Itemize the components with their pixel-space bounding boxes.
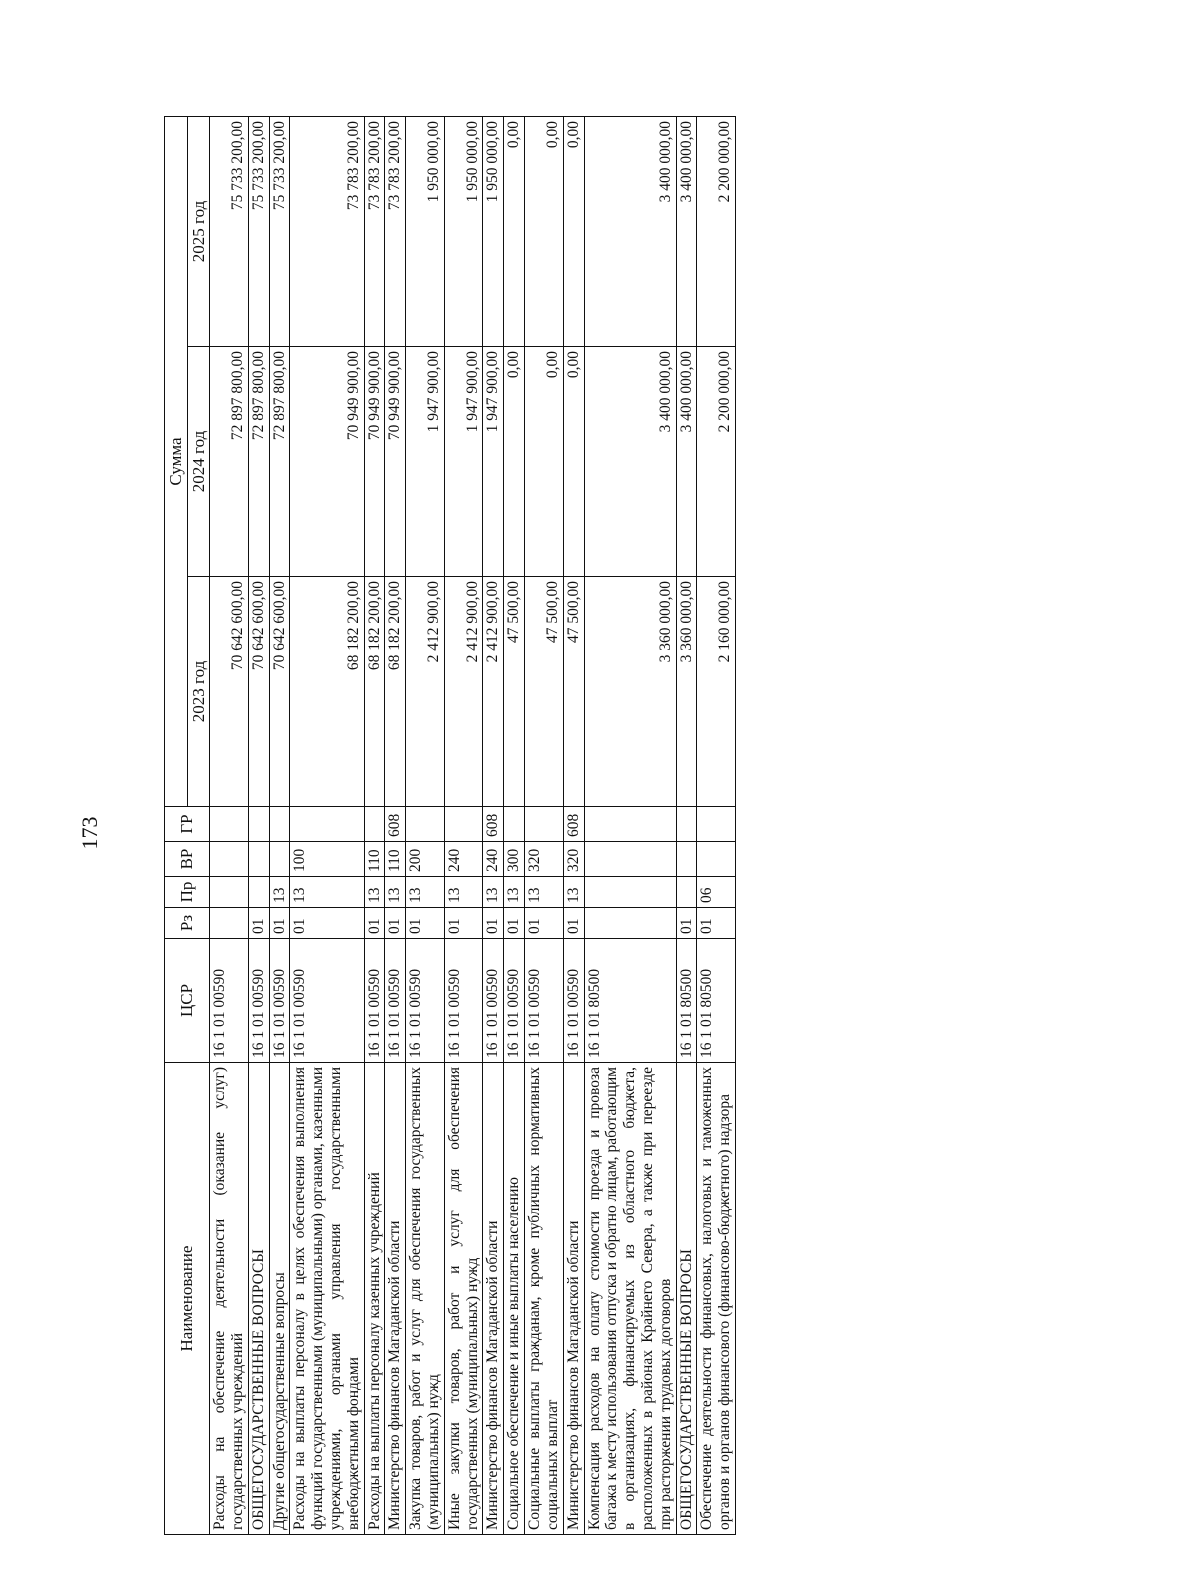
cell-2023: 70 642 600,00 [269,577,290,807]
cell-2025: 1 950 000,00 [444,117,483,347]
cell-2023: 3 360 000,00 [584,577,676,807]
cell-2025: 3 400 000,00 [584,117,676,347]
cell-vr [269,842,290,877]
cell-pr [210,877,249,908]
cell-csr: 16 1 01 00590 [269,939,290,1063]
cell-csr: 16 1 01 00590 [525,939,564,1063]
cell-pr: 13 [290,877,364,908]
cell-vr [697,842,736,877]
cell-2024: 3 400 000,00 [584,347,676,577]
cell-pr: 13 [385,877,406,908]
cell-pr [584,877,676,908]
cell-csr: 16 1 01 80500 [584,939,676,1063]
cell-vr: 240 [483,842,504,877]
cell-pr: 13 [444,877,483,908]
cell-csr: 16 1 01 00590 [364,939,385,1063]
cell-2025: 3 400 000,00 [676,117,697,347]
header-vr: ВР [165,842,210,877]
cell-2023: 47 500,00 [504,577,525,807]
table-row [269,117,290,1535]
cell-pr [676,877,697,908]
cell-2023: 2 412 900,00 [406,577,445,807]
cell-rz: 01 [483,908,504,939]
cell-rz: 01 [269,908,290,939]
cell-2025: 1 950 000,00 [483,117,504,347]
cell-name: Другие общегосударственные вопросы [269,1063,290,1535]
cell-csr: 16 1 01 80500 [697,939,736,1063]
cell-csr: 16 1 01 00590 [290,939,364,1063]
cell-2023: 2 412 900,00 [444,577,483,807]
cell-gr: 608 [563,807,584,842]
header-gr: ГР [165,807,210,842]
cell-gr [406,807,445,842]
cell-gr [248,807,269,842]
table-row [525,117,564,1535]
cell-name: Закупка товаров, работ и услуг для обеспечения государственных (муниципальных) нужд [406,1063,445,1535]
cell-2024: 2 200 000,00 [697,347,736,577]
cell-2023: 2 412 900,00 [483,577,504,807]
cell-rz: 01 [364,908,385,939]
cell-pr [248,877,269,908]
cell-name: Социальные выплаты гражданам, кроме публичных нормативных социальных выплат [525,1063,564,1535]
cell-csr: 16 1 01 00590 [406,939,445,1063]
cell-vr [210,842,249,877]
cell-2025: 73 783 200,00 [385,117,406,347]
cell-2024: 1 947 900,00 [444,347,483,577]
cell-pr: 13 [563,877,584,908]
cell-vr: 200 [406,842,445,877]
cell-name: ОБЩЕГОСУДАРСТВЕННЫЕ ВОПРОСЫ [248,1063,269,1535]
header-name: Наименование [165,1063,210,1535]
cell-pr: 13 [269,877,290,908]
cell-csr: 16 1 01 00590 [210,939,249,1063]
header-2023: 2023 год [187,577,210,807]
table-row [584,117,676,1535]
cell-2025: 2 200 000,00 [697,117,736,347]
cell-csr: 16 1 01 00590 [504,939,525,1063]
cell-name: Расходы на выплаты персоналу казенных учреждений [364,1063,385,1535]
table-row [563,117,584,1535]
cell-name: Иные закупки товаров, работ и услуг для обеспечения государственных (муниципальных) нужд [444,1063,483,1535]
header-rz: Рз [165,908,210,939]
cell-name: Министерство финансов Магаданской области [483,1063,504,1535]
header-pr: Пр [165,877,210,908]
cell-name: Расходы на выплаты персоналу в целях обеспечения выполнения функций государственными (муниципальными) органами, казенными учреждениями, органами управления государственными внебюджетными фондами [290,1063,364,1535]
cell-2024: 70 949 900,00 [290,347,364,577]
cell-2024: 1 947 900,00 [406,347,445,577]
table-row [676,117,697,1535]
cell-vr [584,842,676,877]
cell-2024: 70 949 900,00 [364,347,385,577]
page-number: 173 [77,816,102,850]
cell-vr [248,842,269,877]
header-csr: ЦСР [165,939,210,1063]
cell-vr: 110 [385,842,406,877]
cell-gr [210,807,249,842]
cell-2025: 73 783 200,00 [290,117,364,347]
cell-gr [697,807,736,842]
cell-csr: 16 1 01 00590 [444,939,483,1063]
cell-pr: 13 [406,877,445,908]
cell-vr: 320 [525,842,564,877]
cell-2025: 75 733 200,00 [210,117,249,347]
cell-2024: 72 897 800,00 [210,347,249,577]
header-sum: Сумма [165,117,188,807]
header-2024: 2024 год [187,347,210,577]
cell-rz: 01 [525,908,564,939]
cell-rz: 01 [504,908,525,939]
cell-2023: 68 182 200,00 [385,577,406,807]
cell-2025: 0,00 [504,117,525,347]
cell-2024: 0,00 [525,347,564,577]
cell-name: Министерство финансов Магаданской области [385,1063,406,1535]
cell-2024: 3 400 000,00 [676,347,697,577]
cell-rz: 01 [444,908,483,939]
cell-2025: 0,00 [563,117,584,347]
cell-pr: 13 [483,877,504,908]
cell-gr: 608 [483,807,504,842]
cell-pr: 13 [525,877,564,908]
cell-2023: 2 160 000,00 [697,577,736,807]
cell-gr [290,807,364,842]
cell-2023: 47 500,00 [563,577,584,807]
cell-2025: 1 950 000,00 [406,117,445,347]
cell-gr [525,807,564,842]
cell-name: Компенсация расходов на оплату стоимости проезда и провоза багажа к месту использования отпуска и обратно лицам, работающим в организациях, финансируемых из областного бюджета, расположенных в районах Крайнего Севера, а также при переезде при расторжении трудовых договоров [584,1063,676,1535]
cell-2023: 68 182 200,00 [290,577,364,807]
table-row [697,117,736,1535]
cell-csr: 16 1 01 00590 [563,939,584,1063]
cell-csr: 16 1 01 00590 [248,939,269,1063]
cell-2025: 73 783 200,00 [364,117,385,347]
cell-rz: 01 [697,908,736,939]
table-row [504,117,525,1535]
cell-csr: 16 1 01 80500 [676,939,697,1063]
cell-gr: 608 [385,807,406,842]
cell-2025: 75 733 200,00 [248,117,269,347]
cell-2024: 1 947 900,00 [483,347,504,577]
cell-rz [210,908,249,939]
header-row-1 [165,117,188,1535]
cell-2025: 0,00 [525,117,564,347]
cell-rz [584,908,676,939]
table-row [364,117,385,1535]
rotated-table-wrapper [164,117,1037,1535]
cell-vr: 240 [444,842,483,877]
cell-pr: 06 [697,877,736,908]
cell-2023: 68 182 200,00 [364,577,385,807]
header-2025: 2025 год [187,117,210,347]
cell-rz: 01 [290,908,364,939]
table-row [385,117,406,1535]
cell-name: Министерство финансов Магаданской области [563,1063,584,1535]
rotated-table-inner [164,117,1037,1535]
cell-rz: 01 [676,908,697,939]
cell-rz: 01 [406,908,445,939]
cell-vr [676,842,697,877]
cell-2023: 70 642 600,00 [210,577,249,807]
table-row [483,117,504,1535]
cell-2024: 0,00 [563,347,584,577]
cell-gr [676,807,697,842]
cell-pr: 13 [364,877,385,908]
cell-csr: 16 1 01 00590 [385,939,406,1063]
cell-rz: 01 [385,908,406,939]
cell-2023: 3 360 000,00 [676,577,697,807]
cell-2024: 72 897 800,00 [248,347,269,577]
cell-pr: 13 [504,877,525,908]
budget-table [164,116,736,1535]
cell-2024: 70 949 900,00 [385,347,406,577]
cell-vr: 110 [364,842,385,877]
cell-2025: 75 733 200,00 [269,117,290,347]
cell-name: Расходы на обеспечение деятельности (оказание услуг) государственных учреждений [210,1063,249,1535]
cell-gr [504,807,525,842]
cell-gr [444,807,483,842]
cell-rz: 01 [563,908,584,939]
table-row [210,117,249,1535]
table-row [248,117,269,1535]
cell-gr [364,807,385,842]
cell-2023: 47 500,00 [525,577,564,807]
cell-2024: 0,00 [504,347,525,577]
cell-gr [269,807,290,842]
table-row [290,117,364,1535]
cell-name: Социальное обеспечение и иные выплаты населению [504,1063,525,1535]
cell-name: Обеспечение деятельности финансовых, налоговых и таможенных органов и органов финансового (финансово-бюджетного) надзора [697,1063,736,1535]
table-row [444,117,483,1535]
cell-vr: 320 [563,842,584,877]
cell-vr: 300 [504,842,525,877]
cell-vr: 100 [290,842,364,877]
table-body [210,117,736,1535]
cell-2023: 70 642 600,00 [248,577,269,807]
cell-csr: 16 1 01 00590 [483,939,504,1063]
cell-rz: 01 [248,908,269,939]
cell-gr [584,807,676,842]
cell-name: ОБЩЕГОСУДАРСТВЕННЫЕ ВОПРОСЫ [676,1063,697,1535]
table-row [406,117,445,1535]
cell-2024: 72 897 800,00 [269,347,290,577]
